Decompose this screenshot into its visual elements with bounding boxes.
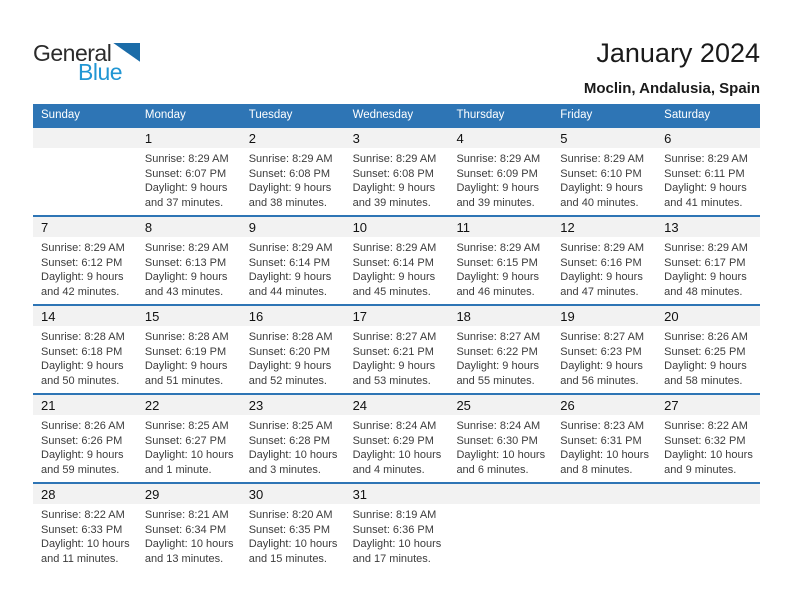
- daylight-line: and 39 minutes.: [352, 197, 431, 210]
- day-number: [33, 128, 137, 148]
- day-details: [33, 326, 137, 393]
- daylight-line: and 38 minutes.: [248, 197, 327, 210]
- sunrise-line: Sunrise: 8:25 AM: [144, 420, 229, 432]
- daylight-line: Daylight: 10 hours: [664, 449, 753, 462]
- day-details: [448, 504, 552, 571]
- day-header-sunday: Sunday: [41, 109, 81, 121]
- sunrise-line: Sunrise: 8:22 AM: [41, 509, 125, 521]
- daylight-line: and 37 minutes.: [144, 197, 224, 210]
- day-number: 14: [33, 306, 137, 326]
- page-title: January 2024: [596, 38, 760, 68]
- day-cell-23: [241, 395, 345, 482]
- daylight-line: Daylight: 10 hours: [352, 538, 442, 551]
- daylight-line: and 13 minutes.: [144, 553, 224, 566]
- day-number: 17: [345, 306, 449, 326]
- daylight-line: Daylight: 10 hours: [560, 449, 649, 462]
- sunset-line: Sunset: 6:17 PM: [664, 256, 746, 269]
- sunrise-line: Sunrise: 8:26 AM: [41, 420, 125, 432]
- sunrise-line: Sunrise: 8:29 AM: [456, 242, 541, 254]
- day-details: [552, 237, 656, 304]
- week-row: [33, 482, 760, 571]
- sunset-line: Sunset: 6:27 PM: [144, 434, 227, 447]
- day-cell-empty: [552, 484, 656, 571]
- daylight-line: Daylight: 9 hours: [144, 182, 228, 195]
- day-cell-30: [241, 484, 345, 571]
- day-details: [345, 504, 449, 571]
- day-details: [656, 504, 760, 571]
- day-number: 9: [241, 217, 345, 237]
- daylight-line: Daylight: 9 hours: [41, 449, 124, 462]
- day-details: [345, 237, 449, 304]
- sunset-line: Sunset: 6:08 PM: [248, 167, 331, 180]
- day-number: 2: [241, 128, 345, 148]
- day-details: [448, 148, 552, 215]
- day-cell-10: [345, 217, 449, 304]
- week-row: [33, 393, 760, 482]
- week-row: [33, 304, 760, 393]
- day-cell-24: [345, 395, 449, 482]
- daylight-line: Daylight: 9 hours: [664, 360, 747, 373]
- sunset-line: Sunset: 6:09 PM: [456, 167, 538, 180]
- location-subtitle: Moclin, Andalusia, Spain: [583, 80, 760, 97]
- daylight-line: Daylight: 9 hours: [664, 182, 747, 195]
- day-number: 27: [656, 395, 760, 415]
- day-number: 6: [656, 128, 760, 148]
- sunset-line: Sunset: 6:14 PM: [248, 256, 331, 269]
- day-number: 3: [345, 128, 449, 148]
- daylight-line: and 55 minutes.: [456, 375, 535, 388]
- sunset-line: Sunset: 6:13 PM: [144, 256, 227, 269]
- daylight-line: Daylight: 9 hours: [352, 182, 436, 195]
- title-block: [584, 38, 760, 97]
- day-cell-14: [33, 306, 137, 393]
- sunrise-line: Sunrise: 8:24 AM: [352, 420, 437, 432]
- week-row: [33, 215, 760, 304]
- sunrise-line: Sunrise: 8:29 AM: [352, 242, 437, 254]
- day-header-monday: Monday: [144, 109, 186, 121]
- daylight-line: Daylight: 9 hours: [248, 271, 332, 284]
- day-cell-12: [552, 217, 656, 304]
- day-cell-8: [137, 217, 241, 304]
- daylight-line: and 15 minutes.: [248, 553, 327, 566]
- daylight-line: and 58 minutes.: [664, 375, 743, 388]
- day-number: 26: [552, 395, 656, 415]
- day-cell-empty: [33, 128, 137, 215]
- daylight-line: and 9 minutes.: [664, 464, 737, 477]
- day-cell-7: [33, 217, 137, 304]
- sunset-line: Sunset: 6:23 PM: [560, 345, 642, 358]
- sunset-line: Sunset: 6:36 PM: [352, 523, 434, 536]
- day-number: 11: [448, 217, 552, 237]
- daylight-line: and 8 minutes.: [560, 464, 633, 477]
- day-number: 4: [448, 128, 552, 148]
- day-details: [241, 326, 345, 393]
- daylight-line: Daylight: 10 hours: [144, 538, 234, 551]
- day-details: [552, 504, 656, 571]
- day-details: [33, 415, 137, 482]
- day-details: [33, 504, 137, 571]
- day-number: 20: [656, 306, 760, 326]
- day-cell-17: [345, 306, 449, 393]
- day-number: 15: [137, 306, 241, 326]
- day-cell-1: [137, 128, 241, 215]
- day-cell-11: [448, 217, 552, 304]
- sunset-line: Sunset: 6:34 PM: [144, 523, 227, 536]
- daylight-line: and 1 minute.: [144, 464, 212, 477]
- sunrise-line: Sunrise: 8:29 AM: [248, 153, 333, 165]
- day-details: [552, 148, 656, 215]
- daylight-line: Daylight: 9 hours: [248, 360, 332, 373]
- daylight-line: and 44 minutes.: [248, 286, 327, 299]
- day-number: 8: [137, 217, 241, 237]
- day-cell-4: [448, 128, 552, 215]
- day-details: [137, 504, 241, 571]
- daylight-line: Daylight: 9 hours: [560, 182, 643, 195]
- sunrise-line: Sunrise: 8:29 AM: [144, 242, 229, 254]
- day-number: 23: [241, 395, 345, 415]
- day-header-tuesday: Tuesday: [248, 109, 293, 121]
- sunset-line: Sunset: 6:08 PM: [352, 167, 434, 180]
- sunset-line: Sunset: 6:33 PM: [41, 523, 123, 536]
- day-cell-19: [552, 306, 656, 393]
- sunset-line: Sunset: 6:26 PM: [41, 434, 123, 447]
- day-number: [448, 484, 552, 504]
- sunrise-line: Sunrise: 8:20 AM: [248, 509, 333, 521]
- day-number: [656, 484, 760, 504]
- day-details: [345, 415, 449, 482]
- day-number: 29: [137, 484, 241, 504]
- sunset-line: Sunset: 6:07 PM: [144, 167, 227, 180]
- daylight-line: and 59 minutes.: [41, 464, 120, 477]
- day-number: 30: [241, 484, 345, 504]
- daylight-line: and 52 minutes.: [248, 375, 327, 388]
- day-cell-31: [345, 484, 449, 571]
- day-number: 16: [241, 306, 345, 326]
- sunset-line: Sunset: 6:35 PM: [248, 523, 331, 536]
- daylight-line: Daylight: 9 hours: [144, 271, 228, 284]
- sunrise-line: Sunrise: 8:23 AM: [560, 420, 645, 432]
- sunset-line: Sunset: 6:19 PM: [144, 345, 227, 358]
- sunrise-line: Sunrise: 8:27 AM: [352, 331, 437, 343]
- sunrise-line: Sunrise: 8:29 AM: [560, 242, 645, 254]
- sunset-line: Sunset: 6:18 PM: [41, 345, 123, 358]
- daylight-line: Daylight: 9 hours: [352, 360, 436, 373]
- daylight-line: and 46 minutes.: [456, 286, 535, 299]
- day-cell-2: [241, 128, 345, 215]
- week-row: [33, 126, 760, 215]
- sunset-line: Sunset: 6:21 PM: [352, 345, 434, 358]
- sunrise-line: Sunrise: 8:28 AM: [41, 331, 125, 343]
- sunrise-line: Sunrise: 8:27 AM: [456, 331, 541, 343]
- sunrise-line: Sunrise: 8:28 AM: [248, 331, 333, 343]
- daylight-line: and 45 minutes.: [352, 286, 431, 299]
- day-number: 12: [552, 217, 656, 237]
- sunset-line: Sunset: 6:20 PM: [248, 345, 331, 358]
- sunset-line: Sunset: 6:25 PM: [664, 345, 746, 358]
- day-details: [137, 237, 241, 304]
- day-number: 24: [345, 395, 449, 415]
- daylight-line: Daylight: 10 hours: [41, 538, 130, 551]
- daylight-line: and 3 minutes.: [248, 464, 321, 477]
- day-cell-6: [656, 128, 760, 215]
- daylight-line: and 51 minutes.: [144, 375, 224, 388]
- daylight-line: Daylight: 9 hours: [248, 182, 332, 195]
- day-header-thursday: Thursday: [456, 109, 505, 121]
- day-number: 28: [33, 484, 137, 504]
- logo-general-text: General: [33, 40, 112, 66]
- sunset-line: Sunset: 6:15 PM: [456, 256, 538, 269]
- daylight-line: and 4 minutes.: [352, 464, 425, 477]
- day-cell-25: [448, 395, 552, 482]
- day-details: [448, 415, 552, 482]
- daylight-line: and 42 minutes.: [41, 286, 120, 299]
- day-details: [552, 415, 656, 482]
- day-number: 21: [33, 395, 137, 415]
- daylight-line: Daylight: 10 hours: [456, 449, 546, 462]
- day-header-wednesday: Wednesday: [352, 109, 414, 121]
- daylight-line: and 56 minutes.: [560, 375, 639, 388]
- day-number: 13: [656, 217, 760, 237]
- day-number: 25: [448, 395, 552, 415]
- day-cell-5: [552, 128, 656, 215]
- daylight-line: Daylight: 9 hours: [41, 360, 124, 373]
- calendar-table: [33, 104, 760, 571]
- daylight-line: and 40 minutes.: [560, 197, 639, 210]
- daylight-line: and 53 minutes.: [352, 375, 431, 388]
- sunset-line: Sunset: 6:16 PM: [560, 256, 642, 269]
- day-details: [448, 326, 552, 393]
- sunset-line: Sunset: 6:32 PM: [664, 434, 746, 447]
- daylight-line: Daylight: 9 hours: [456, 271, 539, 284]
- day-cell-16: [241, 306, 345, 393]
- day-cell-empty: [448, 484, 552, 571]
- day-details: [345, 326, 449, 393]
- sunrise-line: Sunrise: 8:29 AM: [248, 242, 333, 254]
- daylight-line: Daylight: 10 hours: [248, 449, 338, 462]
- daylight-line: and 6 minutes.: [456, 464, 529, 477]
- day-details: [137, 326, 241, 393]
- day-cell-28: [33, 484, 137, 571]
- sunset-line: Sunset: 6:12 PM: [41, 256, 123, 269]
- day-number: 7: [33, 217, 137, 237]
- daylight-line: Daylight: 10 hours: [248, 538, 338, 551]
- sunrise-line: Sunrise: 8:25 AM: [248, 420, 333, 432]
- day-header-saturday: Saturday: [664, 109, 711, 121]
- day-number: 5: [552, 128, 656, 148]
- day-cell-15: [137, 306, 241, 393]
- daylight-line: Daylight: 9 hours: [144, 360, 228, 373]
- daylight-line: Daylight: 9 hours: [41, 271, 124, 284]
- sunrise-line: Sunrise: 8:29 AM: [144, 153, 229, 165]
- daylight-line: and 48 minutes.: [664, 286, 743, 299]
- sunset-line: Sunset: 6:10 PM: [560, 167, 642, 180]
- daylight-line: Daylight: 10 hours: [352, 449, 442, 462]
- sunrise-line: Sunrise: 8:29 AM: [41, 242, 125, 254]
- day-details: [656, 148, 760, 215]
- daylight-line: Daylight: 9 hours: [456, 182, 539, 195]
- day-cell-20: [656, 306, 760, 393]
- sunset-line: Sunset: 6:28 PM: [248, 434, 331, 447]
- day-details: [552, 326, 656, 393]
- day-details: [241, 148, 345, 215]
- day-details: [137, 415, 241, 482]
- sunrise-line: Sunrise: 8:29 AM: [352, 153, 437, 165]
- day-details: [33, 148, 137, 215]
- daylight-line: Daylight: 9 hours: [352, 271, 436, 284]
- day-cell-9: [241, 217, 345, 304]
- day-number: 18: [448, 306, 552, 326]
- day-cell-18: [448, 306, 552, 393]
- sunrise-line: Sunrise: 8:29 AM: [664, 242, 748, 254]
- day-details: [241, 504, 345, 571]
- day-cell-empty: [656, 484, 760, 571]
- sunrise-line: Sunrise: 8:19 AM: [352, 509, 437, 521]
- daylight-line: Daylight: 9 hours: [664, 271, 747, 284]
- calendar-header-row: [33, 104, 760, 126]
- daylight-line: Daylight: 9 hours: [456, 360, 539, 373]
- day-details: [345, 148, 449, 215]
- day-cell-13: [656, 217, 760, 304]
- daylight-line: and 17 minutes.: [352, 553, 431, 566]
- sunrise-line: Sunrise: 8:28 AM: [144, 331, 229, 343]
- day-details: [33, 237, 137, 304]
- sunrise-line: Sunrise: 8:27 AM: [560, 331, 645, 343]
- daylight-line: and 11 minutes.: [41, 553, 119, 566]
- general-blue-logo: [33, 42, 140, 84]
- sunrise-line: Sunrise: 8:29 AM: [664, 153, 748, 165]
- day-cell-3: [345, 128, 449, 215]
- day-number: 19: [552, 306, 656, 326]
- daylight-line: and 47 minutes.: [560, 286, 639, 299]
- daylight-line: Daylight: 10 hours: [144, 449, 234, 462]
- day-number: 31: [345, 484, 449, 504]
- sunrise-line: Sunrise: 8:22 AM: [664, 420, 748, 432]
- day-number: 1: [137, 128, 241, 148]
- day-number: [552, 484, 656, 504]
- daylight-line: and 41 minutes.: [664, 197, 743, 210]
- sunset-line: Sunset: 6:31 PM: [560, 434, 642, 447]
- day-details: [656, 237, 760, 304]
- sunrise-line: Sunrise: 8:24 AM: [456, 420, 541, 432]
- sunset-line: Sunset: 6:29 PM: [352, 434, 434, 447]
- day-cell-21: [33, 395, 137, 482]
- day-details: [656, 415, 760, 482]
- day-details: [241, 415, 345, 482]
- sunset-line: Sunset: 6:22 PM: [456, 345, 538, 358]
- day-details: [137, 148, 241, 215]
- day-cell-22: [137, 395, 241, 482]
- day-number: 10: [345, 217, 449, 237]
- daylight-line: Daylight: 9 hours: [560, 360, 643, 373]
- day-header-friday: Friday: [560, 109, 593, 121]
- sunrise-line: Sunrise: 8:29 AM: [560, 153, 645, 165]
- logo-blue-text: Blue: [78, 59, 123, 85]
- daylight-line: and 39 minutes.: [456, 197, 535, 210]
- sunrise-line: Sunrise: 8:29 AM: [456, 153, 541, 165]
- day-cell-26: [552, 395, 656, 482]
- daylight-line: and 50 minutes.: [41, 375, 120, 388]
- sunset-line: Sunset: 6:30 PM: [456, 434, 538, 447]
- day-details: [656, 326, 760, 393]
- sunrise-line: Sunrise: 8:26 AM: [664, 331, 748, 343]
- daylight-line: and 43 minutes.: [144, 286, 224, 299]
- day-details: [448, 237, 552, 304]
- day-cell-29: [137, 484, 241, 571]
- sunrise-line: Sunrise: 8:21 AM: [144, 509, 229, 521]
- day-cell-27: [656, 395, 760, 482]
- sunset-line: Sunset: 6:14 PM: [352, 256, 434, 269]
- day-number: 22: [137, 395, 241, 415]
- day-details: [241, 237, 345, 304]
- sunset-line: Sunset: 6:11 PM: [664, 167, 745, 180]
- daylight-line: Daylight: 9 hours: [560, 271, 643, 284]
